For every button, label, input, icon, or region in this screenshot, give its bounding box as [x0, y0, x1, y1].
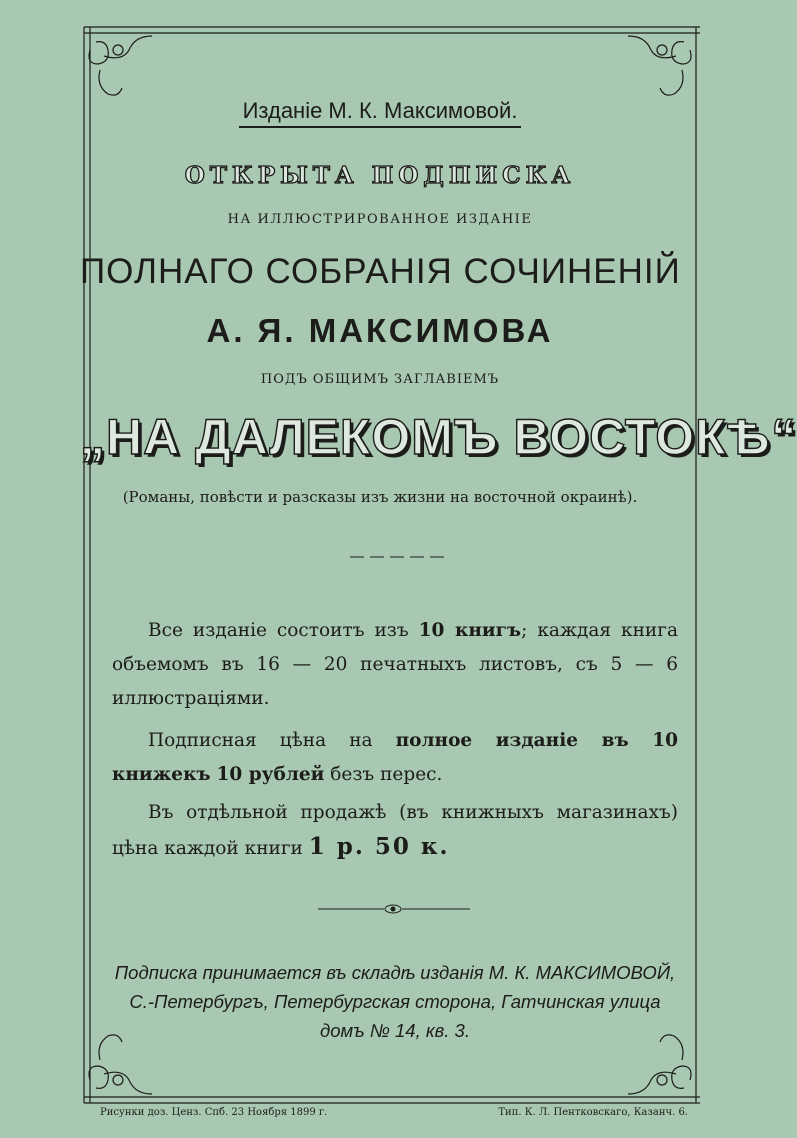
p3-price: 1 р. 50 к.	[308, 833, 450, 860]
paragraph-contents	[112, 614, 678, 716]
main-title: „НА ДАЛЕКОМЪ ВОСТОКѢ“	[80, 409, 797, 465]
printer-note: Тип. К. Л. Пентковскаго, Казанч. 6.	[498, 1107, 688, 1118]
subscription-line-3: домъ № 14, кв. 3.	[320, 1020, 470, 1041]
p2-pre: Подписная цѣна на	[148, 730, 396, 751]
author-name: А. Я. МАКСИМОВА	[206, 312, 554, 349]
subtitle: (Романы, повѣсти и разсказы изъ жизни на восточной окраинѣ).	[122, 488, 638, 506]
paragraph-retail	[112, 796, 678, 866]
p3-pre: Въ отдѣльной продажѣ (въ книжныхъ магазинахъ) цѣна каждой книги	[112, 802, 678, 859]
illustrated-edition-line: НА ИЛЛЮСТРИРОВАННОЕ ИЗДАНІЕ	[227, 212, 533, 227]
p1-pre: Все изданіе состоитъ изъ	[148, 620, 419, 641]
ornament-divider	[318, 905, 470, 913]
subscription-line-1: Подписка принимается въ складѣ изданія М. К. МАКСИМОВОЙ,	[114, 962, 676, 983]
subscription-line-2: С.-Петербургъ, Петербургская сторона, Гатчинская улица	[129, 991, 661, 1012]
subscription-info	[100, 958, 690, 1045]
p1-bold: 10 книгъ	[418, 620, 522, 641]
paragraph-price	[112, 724, 678, 792]
p2-bold-edition: полное изданіе въ 10 книжекъ	[112, 730, 678, 785]
publisher-text: Изданіе М. К. Максимовой.	[239, 98, 522, 128]
open-subscription-heading: ОТКРЫТА ПОДПИСКА	[184, 162, 576, 189]
publisher-line	[80, 98, 680, 128]
censor-note: Рисунки доз. Ценз. Спб. 23 Ноября 1899 г.	[100, 1107, 328, 1118]
p1-post: ; каждая книга объемомъ въ 16 — 20 печатныхъ листовъ, съ 5 — 6 иллюстраціями.	[112, 620, 678, 709]
common-title-line: ПОДЪ ОБЩИМЪ ЗАГЛАВІЕМЪ	[260, 372, 500, 387]
p2-post: безъ перес.	[324, 764, 443, 785]
complete-works-heading: ПОЛНАГО СОБРАНІЯ СОЧИНЕНІЙ	[80, 252, 681, 291]
p2-bold-price: 10 рублей	[216, 764, 325, 785]
